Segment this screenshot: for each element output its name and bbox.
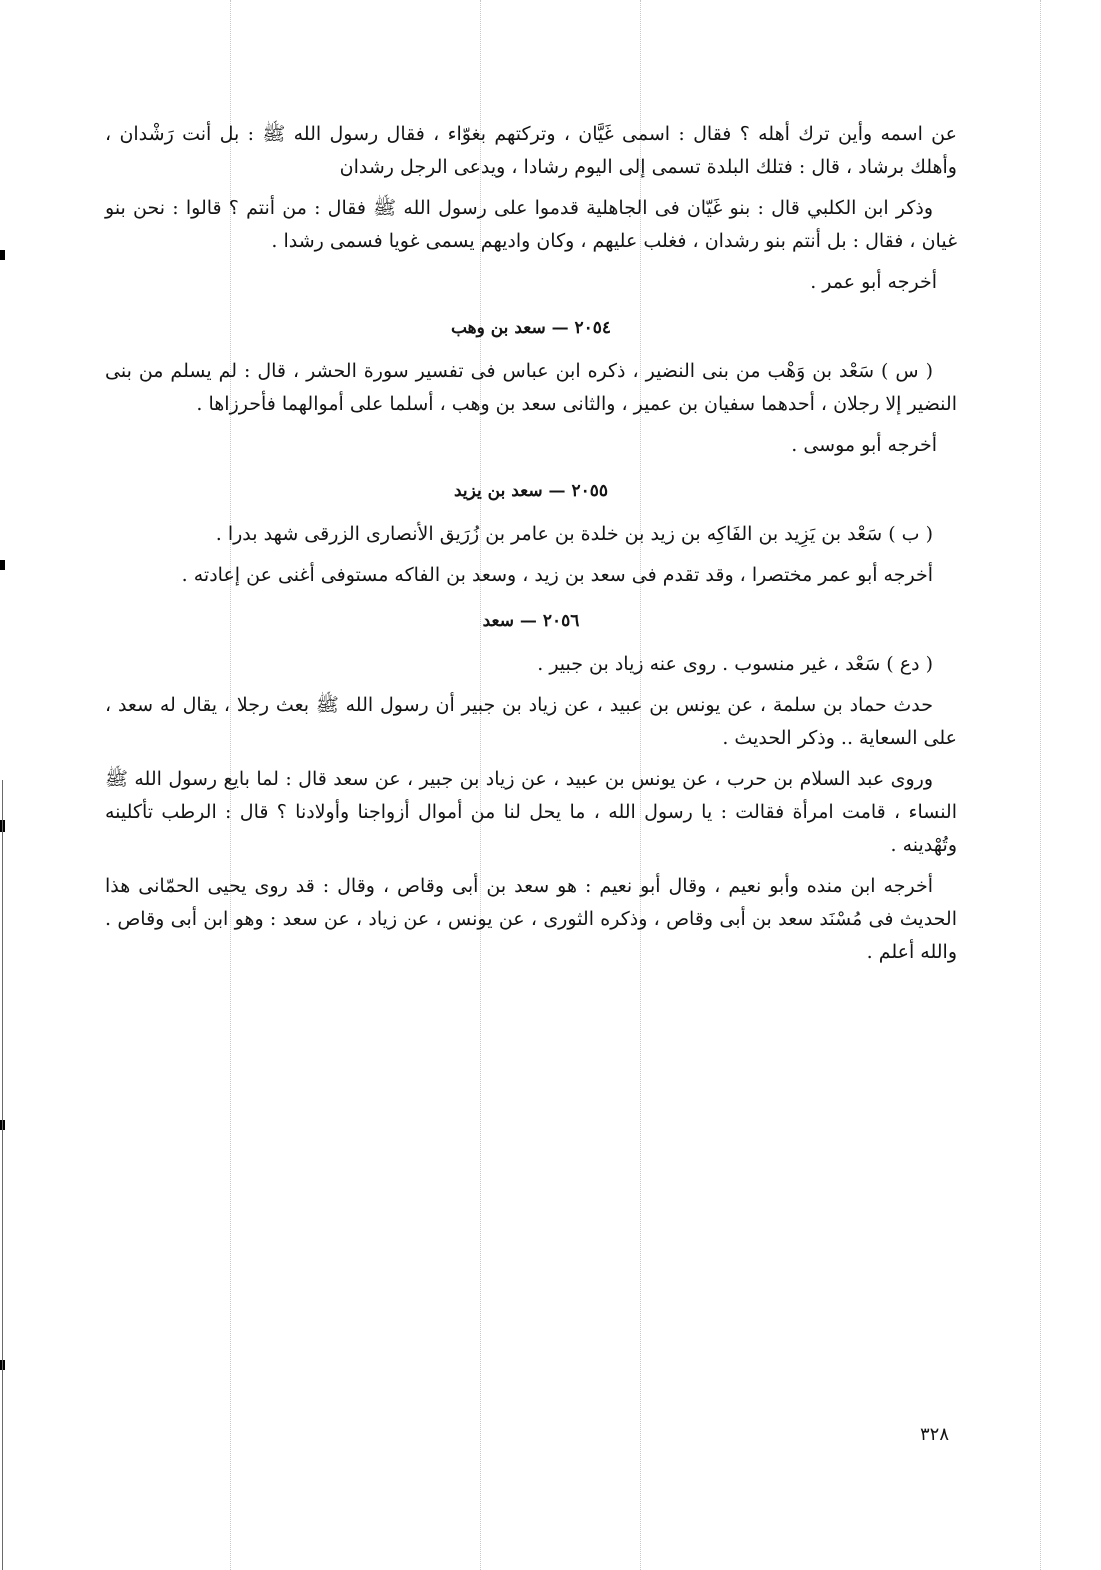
binding-mark bbox=[0, 250, 5, 260]
entry-2054 bbox=[105, 313, 957, 462]
paragraph: وذكر ابن الكلبي قال : بنو غَيّان فى الجاهلية قدموا على رسول الله ﷺ فقال : من أنتم ؟ قالوا : نحن بنو غيان ، فقال : بل أنتم بنو رشدان ، فغلب عليهم ، وكان واديهم يسمى غويا فسمى رشدا . bbox=[105, 197, 957, 252]
paragraph: أخرجه أبو عمر مختصرا ، وقد تقدم فى سعد بن زيد ، وسعد بن الفاكه مستوفى أغنى عن إعادته . bbox=[181, 564, 933, 586]
entry-2055 bbox=[105, 476, 957, 592]
entry-heading: ٢٠٥٤ — سعد بن وهب bbox=[450, 318, 612, 338]
paragraph: ( ب ) سَعْد بن يَزِيد بن الفَاكِه بن زيد بن خلدة بن عامر بن زُرَيق الأنصارى الزرقى شهد بدرا . bbox=[215, 523, 933, 545]
paragraph: ( س ) سَعْد بن وَهْب من بنى النضير ، ذكره ابن عباس فى تفسير سورة الحشر ، قال : لم يسلم من بنى النضير إلا رجلان ، أحدهما سفيان بن عمير ، والثانى سعد بن وهب ، أسلما على أموالهما فأحرزاها . bbox=[105, 360, 957, 415]
paragraph: حدث حماد بن سلمة ، عن يونس بن عبيد ، عن زياد بن جبير أن رسول الله ﷺ بعث رجلا ، يقال له سعد ، على السعاية .. وذكر الحديث . bbox=[105, 694, 957, 749]
paragraph: عن اسمه وأين ترك أهله ؟ فقال : اسمى غَيَّان ، وتركتهم بغوّاء ، فقال رسول الله ﷺ : بل أنت رَشْدان ، وأهلك برشاد ، قال : فتلك البلدة تسمى إلى اليوم رشادا ، ويدعى الرجل رشدان bbox=[105, 123, 957, 178]
document-page bbox=[105, 118, 957, 977]
page-number: ٣٢٨ bbox=[920, 1424, 950, 1445]
source-note: أخرجه أبو عمر . bbox=[810, 271, 937, 293]
scan-dotted-line bbox=[1040, 0, 1041, 1570]
gutter-line bbox=[2, 780, 3, 1570]
paragraph: ( دع ) سَعْد ، غير منسوب . روى عنه زياد بن جبير . bbox=[537, 653, 933, 675]
paragraph: وروى عبد السلام بن حرب ، عن يونس بن عبيد ، عن زياد بن جبير ، عن سعد قال : لما بايع رسول الله ﷺ النساء ، قامت امرأة فقالت : يا رسول الله ، ما يحل لنا من أموال أزواجنا وأولادنا ؟ قال : الرطب تأكلينه وتُهْدينه . bbox=[105, 768, 957, 856]
source-note: أخرجه أبو موسى . bbox=[791, 434, 937, 456]
entry-heading: ٢٠٥٦ — سعد bbox=[482, 611, 580, 631]
paragraph: أخرجه ابن منده وأبو نعيم ، وقال أبو نعيم : هو سعد بن أبى وقاص ، وقال : قد روى يحيى الحمّانى هذا الحديث فى مُسْنَد سعد بن أبى وقاص ، وذكره الثورى ، عن يونس ، عن زياد ، عن سعد : وهو ابن أبى وقاص . والله أعلم . bbox=[105, 875, 957, 963]
entry-heading: ٢٠٥٥ — سعد بن يزيد bbox=[453, 481, 608, 501]
binding-mark bbox=[0, 560, 5, 570]
entry-2056 bbox=[105, 606, 957, 969]
